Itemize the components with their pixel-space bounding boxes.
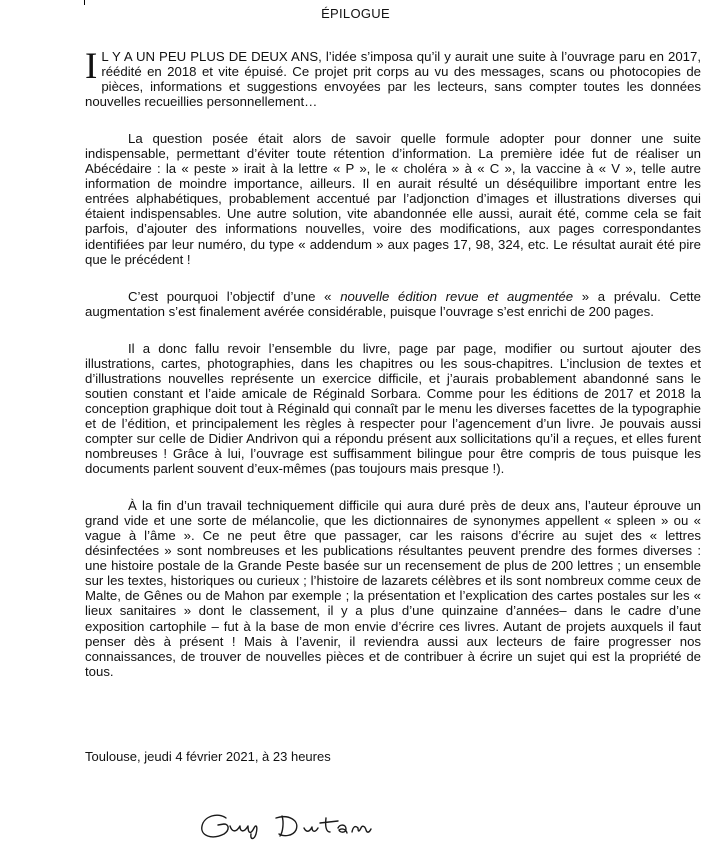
paragraph-nouvelle-edition [85, 289, 701, 319]
page-edge-mark [84, 0, 85, 5]
chapter-title: ÉPILOGUE [321, 6, 390, 21]
handwritten-signature [196, 806, 396, 844]
lead-in-caps: L Y A UN PEU PLUS DE DEUX ANS [101, 49, 319, 64]
paragraph-nouvelle-edition-before: C’est pourquoi l’objectif d’une « [128, 288, 341, 304]
drop-cap: I [85, 46, 98, 87]
emphasis-nouvelle-edition: nouvelle édition revue et augmentée [340, 288, 574, 304]
intro-text: , l’idée s’imposa qu’il y aurait une suite à l’ouvrage paru en 2017, réédité en 2018 et vite épuisé. Ce projet prit corps au vu des messages, scans ou photocopies de pièces, informations et suggestions envoyées par les lecteurs, sans compter toutes les données nouvelles recueillies personnellement… [85, 49, 701, 110]
paragraph-abecedaire: La question posée était alors de savoir quelle formule adopter pour donner une suite indispensable, permettant d’éviter toute rétention d’information. La première idée fut de réaliser un Abécédaire : la « peste » irait à la lettre « P », le « choléra » à « C », la vaccine à « V », telle autre information de moindre importance, ailleurs. Il en aurait résulté un déséquilibre important entre les entrées alphabétiques, probablement accentué par l’adjonction d’images et illustrations diverses qui étaient indispensables. Une autre solution, vite abandonnée elle aussi, aurait été, comme cela se fait parfois, d’ajouter des informations nouvelles, voire des modifications, aux pages correspondantes identifiées par leur numéro, du type « addendum » aux pages 17, 98, 324, etc. Le résultat aurait été pire que le précédent ! [85, 131, 701, 267]
paragraph-remerciements: Il a donc fallu revoir l’ensemble du livre, page par page, modifier ou surtout ajouter des illustrations, cartes, photographies, dans les chapitres ou les sous-chapitres. L’inclusion de textes et d’illustrations nouvelles représente un exercice difficile, et j’aurais probablement abandonné sans le soutien constant et l’aide amicale de Réginald Sorbara. Comme pour les éditions de 2017 et 2018 la conception graphique doit tout à Réginald qui connaît par le menu les diverses facettes de la typographie et de l’édition, et principalement les règles à respecter pour l’agencement d’un livre. Je pouvais aussi compter sur celle de Didier Andrivon qui a répondu présent aux sollicitations qu’il a reçues, et elles furent nombreuses ! Grâce à lui, l’ouvrage est suffisamment bilingue pour être compris de tous puisque les documents parlent souvent d’eux-mêmes (pas toujours mais presque !). [85, 340, 701, 477]
place-and-date: Toulouse, jeudi 4 février 2021, à 23 heures [85, 749, 331, 764]
paragraph-nouvelle-edition-after: » a prévalu. Cette augmentation s’est finalement avérée considérable, puisque l’ouvrage s’est enrichi de 200 pages. [85, 288, 701, 319]
intro-paragraph [85, 46, 701, 110]
paragraph-perspectives: À la fin d’un travail techniquement difficile qui aura duré près de deux ans, l’auteur éprouve un grand vide et une sorte de mélancolie, que les dictionnaires de synonymes appellent « spleen » ou « vague à l’âme ». Ce ne peut être que passager, car les raisons d’écrire au sujet des « lettres désinfectées » sont nombreuses et les publications résultantes peuvent prendre des formes diverses : une histoire postale de la Grande Peste basée sur un recensement de plus de 200 lettres ; un ensemble sur les textes, historiques ou curieux ; l’histoire de lazarets célèbres et ils sont nombreux comme ceux de Malte, de Gênes ou de Mahon par exemple ; la présentation et l’explication des cartes postales sur les « lieux sanitaires » dont le classement, il y a plus d’une quinzaine d’années– dans le cadre d’une exposition cartophile – fut à la base de mon envie d’écrire ces livres. Autant de projets auxquels il faut penser dès à présent ! Mais à l’avenir, il reviendra aussi aux lecteurs de faire progresser nos connaissances, de trouver de nouvelles pièces et de contribuer à écrire un sujet qui est la propriété de tous. [85, 498, 701, 679]
body-text [85, 46, 701, 701]
